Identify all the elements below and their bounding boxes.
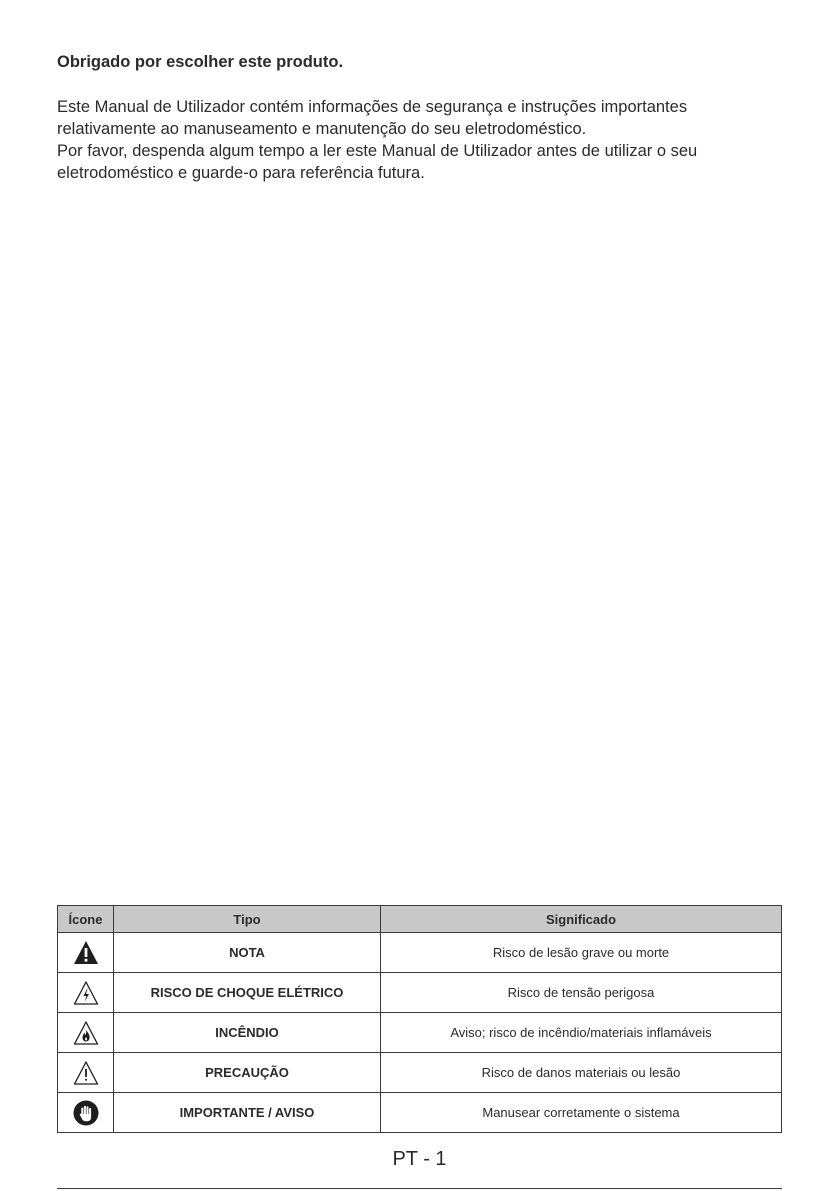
intro-paragraph-1: Este Manual de Utilizador contém informações de segurança e instruções importantes relativamente ao manuseamento e manutenção do seu eletrodoméstico.	[57, 98, 688, 138]
warning-filled-icon	[72, 939, 100, 967]
header-type: Tipo	[114, 906, 381, 933]
page-heading: Obrigado por escolher este produto.	[57, 53, 344, 71]
electric-shock-icon	[72, 979, 100, 1007]
page-number: PT - 1	[392, 1148, 447, 1170]
bottom-divider	[57, 1188, 782, 1189]
symbols-table	[57, 905, 782, 1133]
icon-cell	[58, 1053, 114, 1093]
meaning-cell: Aviso; risco de incêndio/materiais inflamáveis	[381, 1013, 782, 1053]
icon-cell	[58, 973, 114, 1013]
table-row	[58, 933, 782, 973]
icon-cell	[58, 933, 114, 973]
meaning-cell: Risco de lesão grave ou morte	[381, 933, 782, 973]
caution-icon	[72, 1059, 100, 1087]
type-cell: RISCO DE CHOQUE ELÉTRICO	[114, 973, 381, 1013]
table-row	[58, 973, 782, 1013]
icon-cell	[58, 1013, 114, 1053]
type-cell: NOTA	[114, 933, 381, 973]
header-meaning: Significado	[381, 906, 782, 933]
meaning-cell: Manusear corretamente o sistema	[381, 1093, 782, 1133]
type-cell: PRECAUÇÃO	[114, 1053, 381, 1093]
type-cell: INCÊNDIO	[114, 1013, 381, 1053]
meaning-cell: Risco de danos materiais ou lesão	[381, 1053, 782, 1093]
hand-stop-icon	[72, 1099, 100, 1127]
table-row	[58, 1053, 782, 1093]
type-cell: IMPORTANTE / AVISO	[114, 1093, 381, 1133]
meaning-cell: Risco de tensão perigosa	[381, 973, 782, 1013]
table-row	[58, 1093, 782, 1133]
table-header-row	[58, 906, 782, 933]
fire-icon	[72, 1019, 100, 1047]
header-icon: Ícone	[58, 906, 114, 933]
icon-cell	[58, 1093, 114, 1133]
intro-text	[57, 96, 777, 184]
intro-paragraph-2: Por favor, despenda algum tempo a ler este Manual de Utilizador antes de utilizar o seu eletrodoméstico e guarde-o para referência futura.	[57, 142, 698, 182]
table-row	[58, 1013, 782, 1053]
